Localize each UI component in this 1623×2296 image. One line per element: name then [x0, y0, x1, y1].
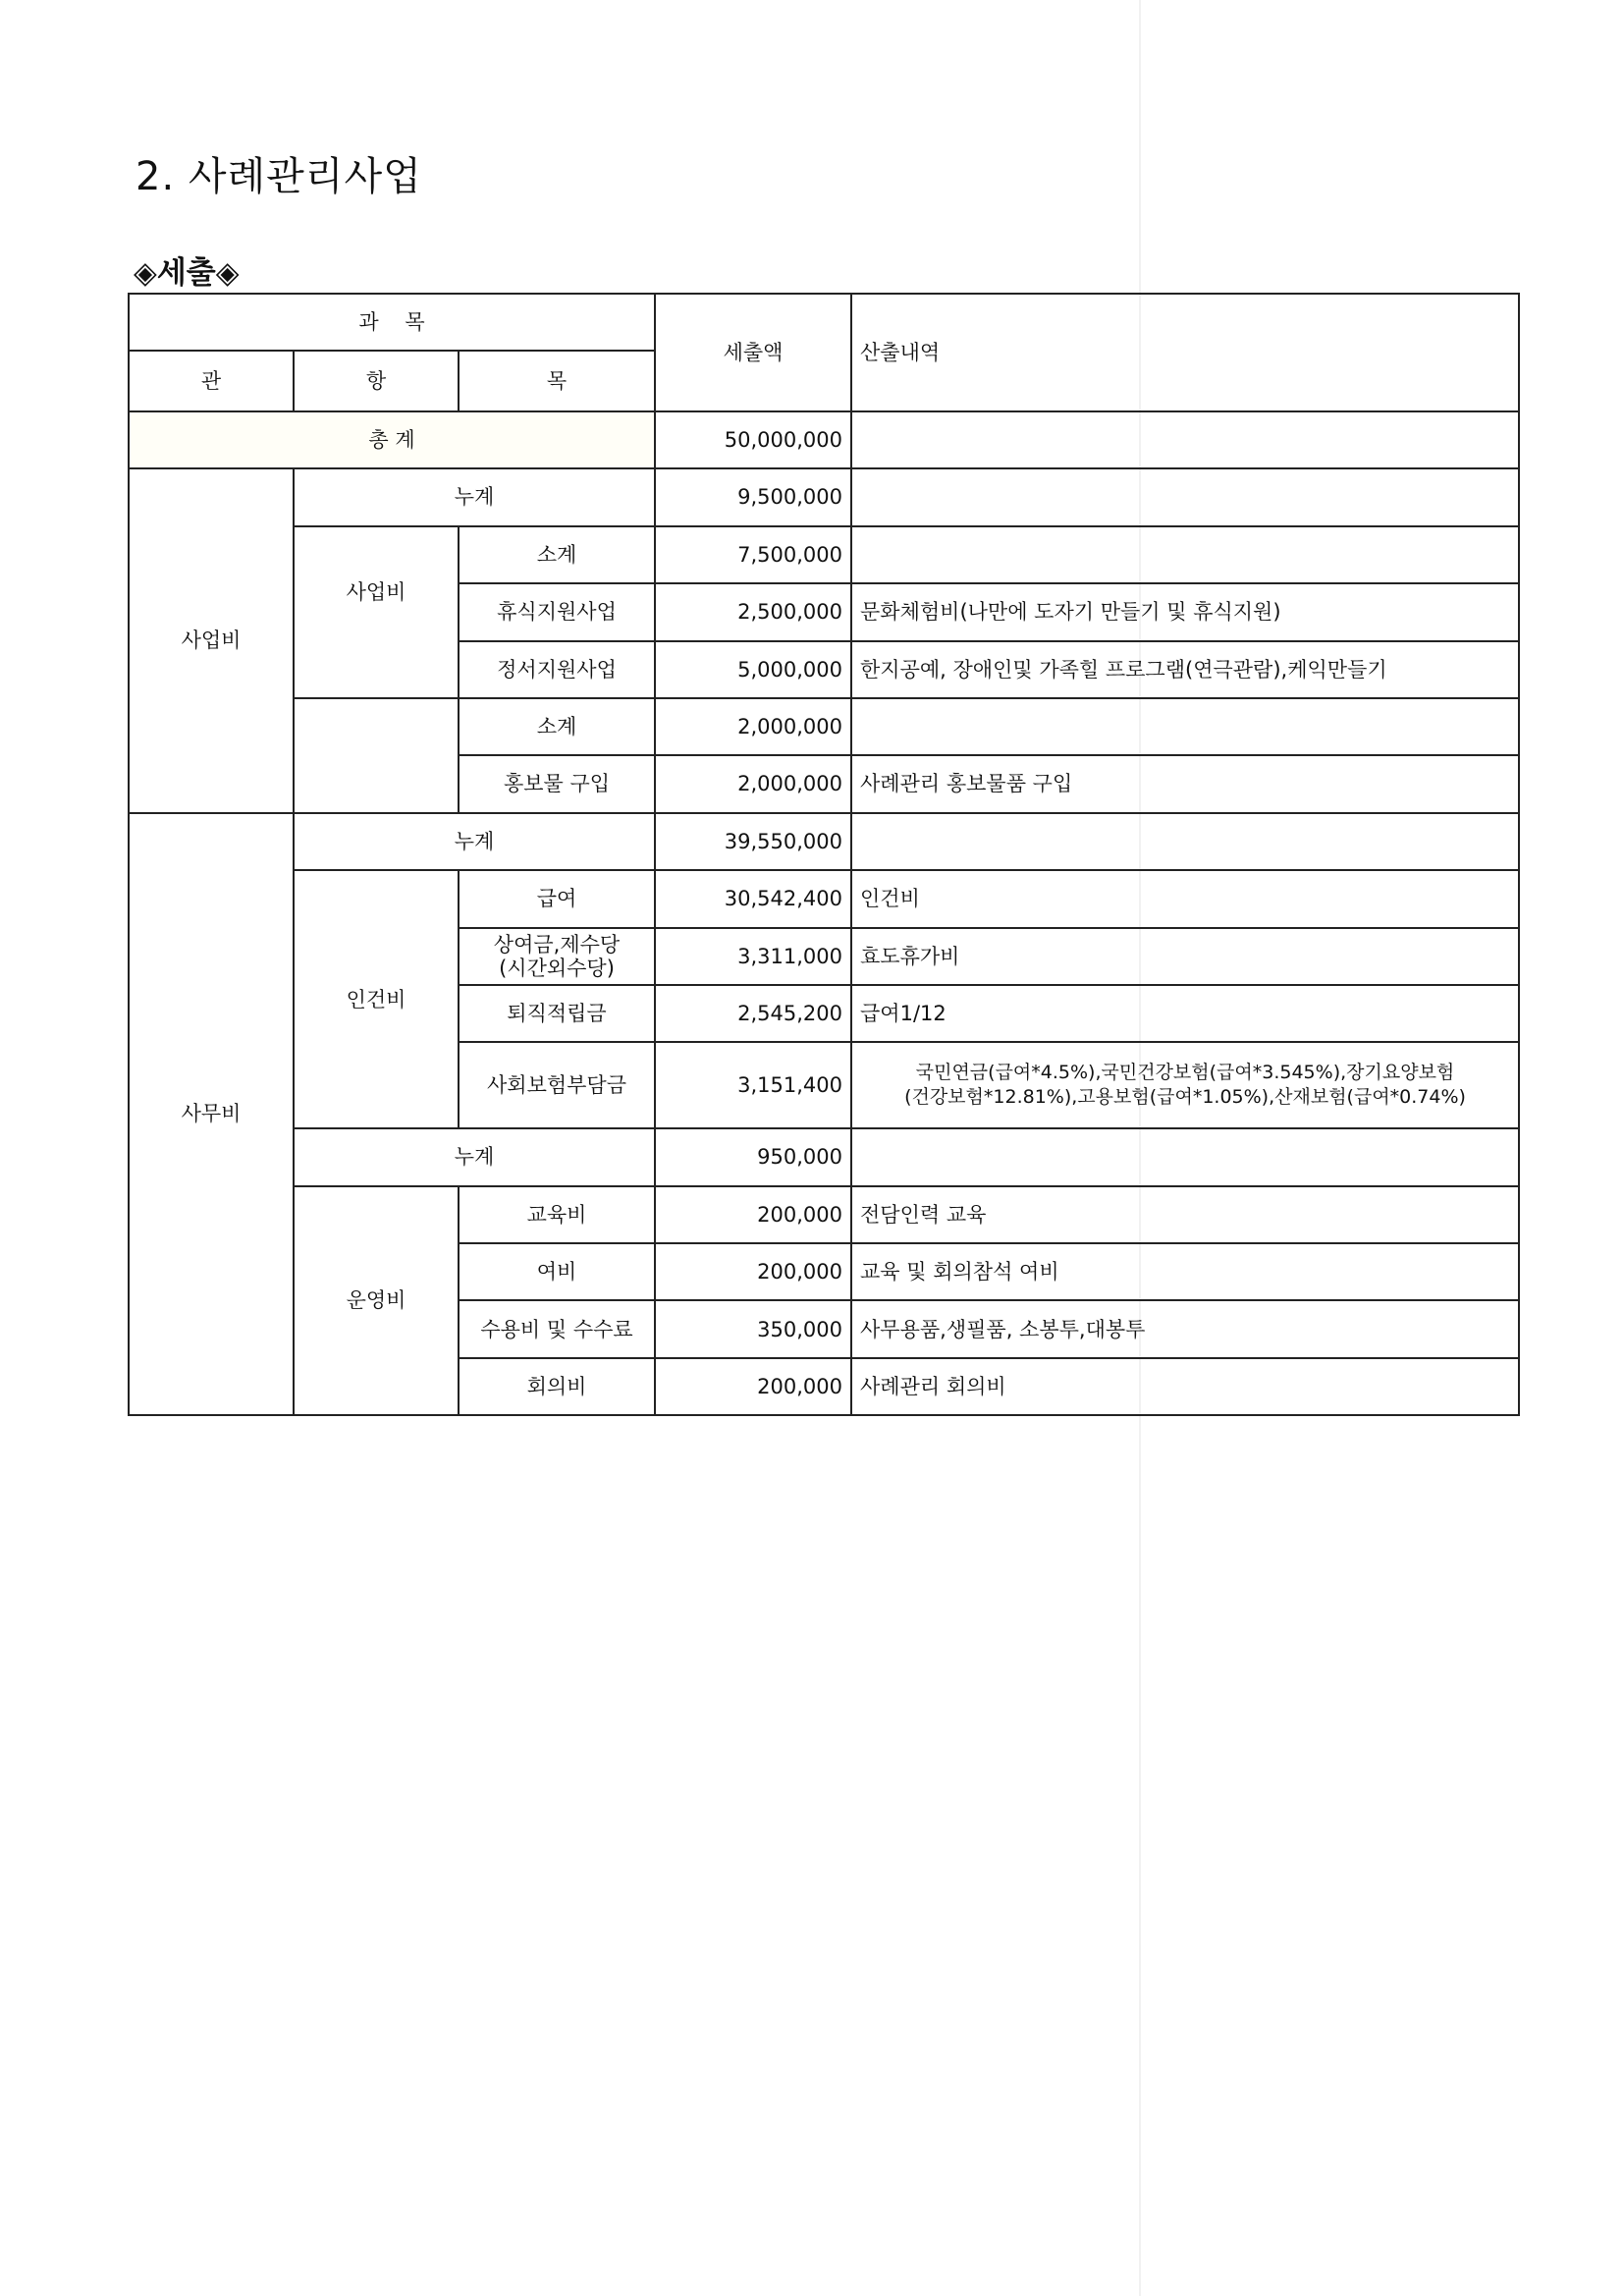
- mok-amount: 7,500,000: [655, 526, 851, 583]
- empty-detail: [851, 813, 1519, 870]
- mok-amount: 200,000: [655, 1186, 851, 1243]
- mok-amount: 200,000: [655, 1243, 851, 1300]
- total-amount: 50,000,000: [655, 411, 851, 468]
- mok-amount: 2,500,000: [655, 583, 851, 640]
- mok-label: 정서지원사업: [459, 641, 655, 698]
- table-header-row: [129, 294, 1519, 351]
- header-hang: 항: [294, 351, 459, 411]
- mok-detail: 사례관리 회의비: [851, 1358, 1519, 1415]
- mok-label: 사회보험부담금: [459, 1042, 655, 1128]
- subtotal-amount: 39,550,000: [655, 813, 851, 870]
- section-subtitle: ◈세출◈: [134, 255, 240, 291]
- mok-detail: [851, 526, 1519, 583]
- table-row: [129, 526, 1519, 583]
- mok-label: 회의비: [459, 1358, 655, 1415]
- header-gwan: 관: [129, 351, 294, 411]
- hang-empty: [294, 698, 459, 813]
- empty-detail: [851, 1128, 1519, 1185]
- mok-detail: 급여1/12: [851, 985, 1519, 1042]
- mok-detail: 문화체험비(나만에 도자기 만들기 및 휴식지원): [851, 583, 1519, 640]
- header-amount: 세출액: [655, 294, 851, 411]
- page-title: 2. 사례관리사업: [135, 154, 422, 199]
- expenditure-table: [128, 293, 1520, 1416]
- mok-amount: 200,000: [655, 1358, 851, 1415]
- subtotal-label: 누계: [294, 468, 655, 525]
- subtotal-amount: 9,500,000: [655, 468, 851, 525]
- mok-detail: 효도휴가비: [851, 928, 1519, 985]
- mok-label: 퇴직적립금: [459, 985, 655, 1042]
- subtotal-amount: 950,000: [655, 1128, 851, 1185]
- mok-amount: 3,151,400: [655, 1042, 851, 1128]
- mok-label: 여비: [459, 1243, 655, 1300]
- mok-detail: 국민연금(급여*4.5%),국민건강보험(급여*3.545%),장기요양보험 (건강보험*12.81%),고용보험(급여*1.05%),산재보험(급여*0.74%): [851, 1042, 1519, 1128]
- mok-label: 수용비 및 수수료: [459, 1300, 655, 1357]
- table-row: [129, 1128, 1519, 1185]
- mok-detail: [851, 698, 1519, 755]
- mok-amount: 30,542,400: [655, 870, 851, 927]
- mok-label: 교육비: [459, 1186, 655, 1243]
- table-row: [129, 870, 1519, 927]
- subtotal-label: 누계: [294, 1128, 655, 1185]
- header-mok: 목: [459, 351, 655, 411]
- total-detail: [851, 411, 1519, 468]
- table-row: [129, 468, 1519, 525]
- mok-detail: 사무용품,생필품, 소봉투,대봉투: [851, 1300, 1519, 1357]
- subtotal-label: 누계: [294, 813, 655, 870]
- table-row: [129, 698, 1519, 755]
- mok-detail: 한지공예, 장애인및 가족힐 프로그램(연극관람),케익만들기: [851, 641, 1519, 698]
- gwan-saeop: 사업비: [129, 468, 294, 812]
- mok-detail: 사례관리 홍보물품 구입: [851, 755, 1519, 812]
- hang-unyeong: 운영비: [294, 1186, 459, 1416]
- mok-amount: 350,000: [655, 1300, 851, 1357]
- mok-label: 홍보물 구입: [459, 755, 655, 812]
- mok-label: 휴식지원사업: [459, 583, 655, 640]
- table-row-total: [129, 411, 1519, 468]
- header-group: 과 목: [129, 294, 655, 351]
- mok-amount: 3,311,000: [655, 928, 851, 985]
- empty-detail: [851, 468, 1519, 525]
- header-detail: 산출내역: [851, 294, 1519, 411]
- table-row: [129, 1186, 1519, 1243]
- mok-label: 소계: [459, 526, 655, 583]
- mok-label: 급여: [459, 870, 655, 927]
- mok-amount: 2,000,000: [655, 698, 851, 755]
- mok-amount: 2,000,000: [655, 755, 851, 812]
- hang-ingeon: 인건비: [294, 870, 459, 1128]
- mok-detail: 교육 및 회의참석 여비: [851, 1243, 1519, 1300]
- mok-amount: 2,545,200: [655, 985, 851, 1042]
- table-row: [129, 813, 1519, 870]
- mok-detail: 전담인력 교육: [851, 1186, 1519, 1243]
- total-label: 총 계: [129, 411, 655, 468]
- gwan-samu: 사무비: [129, 813, 294, 1416]
- hang-saeop: 사업비: [294, 526, 459, 698]
- mok-amount: 5,000,000: [655, 641, 851, 698]
- mok-detail: 인건비: [851, 870, 1519, 927]
- mok-label: 소계: [459, 698, 655, 755]
- mok-label: 상여금,제수당 (시간외수당): [459, 928, 655, 985]
